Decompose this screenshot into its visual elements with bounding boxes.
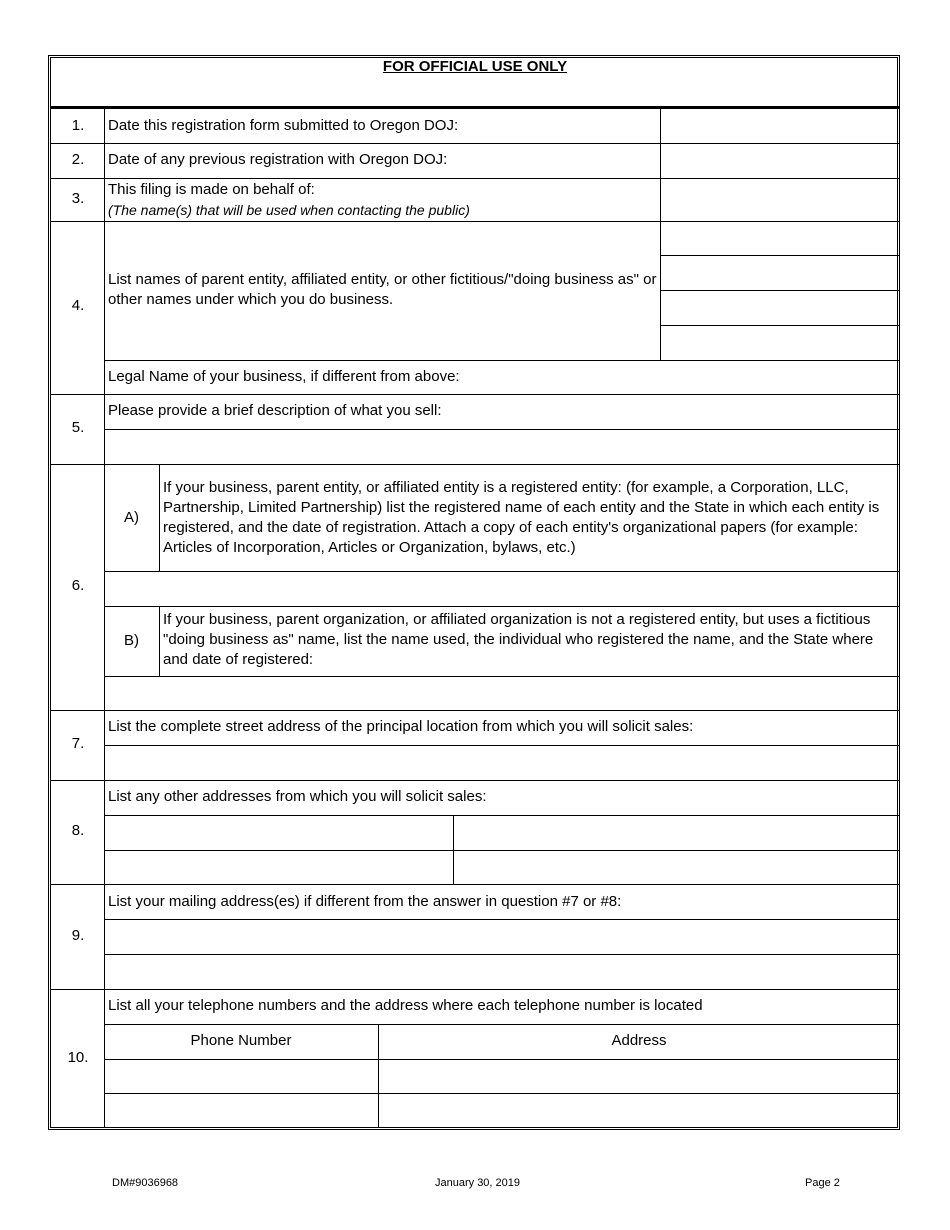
row-divider [104, 676, 900, 677]
row-divider [104, 954, 900, 955]
row-divider [50, 989, 900, 990]
row-divider [50, 710, 900, 711]
value-divider [660, 325, 900, 326]
row-2-label: Date of any previous registration with Oregon DOJ: [108, 151, 448, 168]
row-4-legal-name-label: Legal Name of your business, if different from above: [108, 368, 460, 385]
row-3-note: (The name(s) that will be used when contacting the public) [108, 202, 470, 218]
row-5-number: 5. [71, 419, 85, 436]
row-8-label: List any other addresses from which you will solicit sales: [108, 788, 487, 805]
row-5-label: Please provide a brief description of what you sell: [108, 402, 442, 419]
row-9-number: 9. [71, 927, 85, 944]
row-10-label: List all your telephone numbers and the address where each telephone number is located [108, 997, 703, 1014]
row-9-label: List your mailing address(es) if different from the answer in question #7 or #8: [108, 893, 622, 910]
row-4-label: List names of parent entity, affiliated entity, or other fictitious/"doing business as" or other names under which you do business. [108, 271, 657, 308]
value-divider [660, 255, 900, 256]
row-divider [50, 178, 900, 179]
row-8-number: 8. [71, 822, 85, 839]
value-divider [660, 290, 900, 291]
number-column-divider [104, 109, 105, 1128]
row-6-number: 6. [71, 577, 85, 594]
row-divider [50, 884, 900, 885]
row-6-a-letter: A) [124, 509, 139, 526]
row-divider [104, 360, 900, 361]
sub-letter-divider [159, 464, 160, 571]
row-divider [104, 919, 900, 920]
sub-letter-divider [159, 606, 160, 676]
row-divider [104, 850, 900, 851]
row-6-b-letter: B) [124, 632, 139, 649]
page-number: Page 2 [805, 1177, 840, 1189]
row-divider [104, 571, 900, 572]
row-divider [104, 1059, 900, 1060]
official-use-header: FOR OFFICIAL USE ONLY [382, 58, 568, 75]
row-divider [50, 143, 900, 144]
row-2-number: 2. [71, 151, 85, 168]
row-10-number: 10. [67, 1049, 89, 1066]
row-divider [50, 780, 900, 781]
row-divider [104, 745, 900, 746]
row-divider [50, 464, 900, 465]
document-date: January 30, 2019 [435, 1177, 521, 1189]
value-column-divider [660, 109, 661, 360]
document-id: DM#9036968 [112, 1177, 179, 1189]
row-3-label: This filing is made on behalf of: [108, 181, 315, 198]
row-divider [104, 815, 900, 816]
row-7-label: List the complete street address of the principal location from which you will solicit sales: [108, 718, 694, 735]
address-column-header: Address [611, 1032, 667, 1049]
row-1-number: 1. [71, 117, 85, 134]
row-divider [104, 429, 900, 430]
row-4-number: 4. [71, 297, 85, 314]
row-divider [104, 1024, 900, 1025]
row-divider [104, 1093, 900, 1094]
row-divider [50, 394, 900, 395]
row-3-number: 3. [71, 190, 85, 207]
row-1-label: Date this registration form submitted to Oregon DOJ: [108, 117, 459, 134]
phone-number-column-header: Phone Number [190, 1032, 292, 1049]
row-divider [104, 606, 900, 607]
header-divider [50, 106, 900, 109]
row-divider [50, 221, 900, 222]
row-6-b-text: If your business, parent organization, or affiliated organization is not a registered entity, but uses a fictitious "doing business as" name, list the name used, the individual who registered the name, and the State where and date of registered: [163, 611, 874, 668]
row-7-number: 7. [71, 735, 85, 752]
row-6-a-text: If your business, parent entity, or affiliated entity is a registered entity: (for example, a Corporation, LLC, Partnership, Limited Partnership) list the registered name of each entity and the State in which each entity is registered, and the date of registration. Attach a copy of each entity's organizational papers (for example: Articles of Incorporation, Articles or Organization, bylaws, etc.) [163, 479, 880, 556]
